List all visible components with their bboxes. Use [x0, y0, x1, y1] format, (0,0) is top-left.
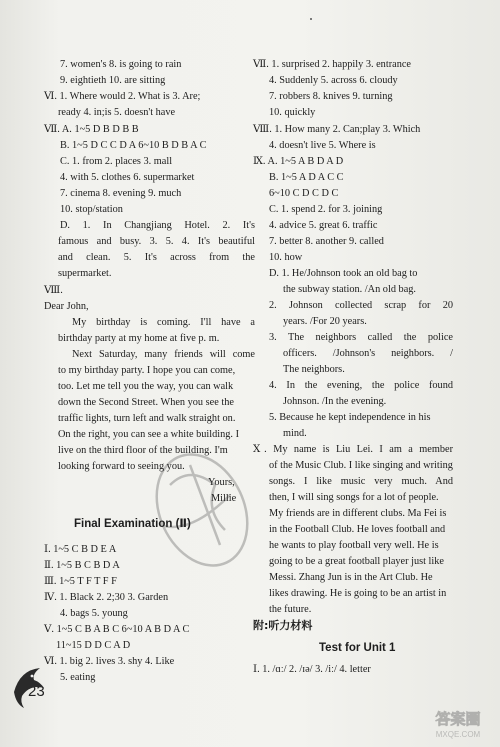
final-examination-title: Final Examination (Ⅱ)	[74, 518, 191, 530]
left_column.lines-line: looking forward to seeing you.	[58, 461, 185, 472]
left_column.lines-line: traffic lights, turn left and walk straight on.	[58, 413, 236, 424]
right_column.lines-line: 5. Because he kept independence in his	[269, 412, 431, 423]
test-for-unit-title: Test for Unit 1	[319, 642, 396, 654]
right_column.lines-line: of the Music Club. I like singing and writing	[269, 460, 453, 471]
right_column.lines-line: he wants to play football very well. He is	[269, 540, 439, 551]
right_column.lines-line: 10. how	[269, 252, 303, 263]
left_column.lines-line: and clean. 5. It's across from the	[58, 252, 255, 263]
left_column.lines-line: My birthday is coming. I'll have a	[72, 317, 255, 328]
left_column.lines-line: down the Second Street. When you see the	[58, 397, 234, 408]
right_column.lines-line: 3. The neighbors called the police	[269, 332, 453, 343]
right_column.lines-line: going to be a great football player just like	[269, 556, 444, 567]
phonetic-answer-line: Ⅰ. 1. /ɑː/ 2. /ɪə/ 3. /iː/ 4. letter	[253, 664, 371, 675]
right_column.lines-line: 7. better 8. another 9. called	[269, 236, 384, 247]
left_column.final_lines-line: Ⅵ. 1. big 2. lives 3. shy 4. Like	[44, 656, 175, 667]
watermark-url-text: MXQE.COM	[435, 730, 481, 739]
left_column.lines-line: Next Saturday, many friends will come	[72, 349, 255, 360]
right_column.lines-line: the subway station. /An old bag.	[283, 284, 416, 295]
left_column.lines-line: D. 1. In Changjiang Hotel. 2. It's	[60, 220, 255, 231]
left_column.final_lines-line: Ⅰ. 1~5 C B D E A	[44, 544, 117, 555]
print-speck	[310, 18, 312, 20]
right_column.lines-line: 4. In the evening, the police found	[269, 380, 453, 391]
right_column.lines-line: Johnson. /In the evening.	[283, 396, 387, 407]
right_column.lines-line: mind.	[283, 428, 307, 439]
right_column.lines-line: Messi. Zhang Jun is in the Art Club. He	[269, 572, 433, 583]
left_column.final_lines-line: 4. bags 5. young	[60, 608, 128, 619]
right_column.lines-line: D. 1. He/Johnson took an old bag to	[269, 268, 418, 279]
right_column.lines-line: 6~10 C D C D C	[269, 188, 339, 199]
left_column.lines-line: C. 1. from 2. places 3. mall	[60, 156, 173, 167]
left_column.lines-line: to my birthday party. I hope you can come,	[58, 365, 236, 376]
right_column.lines-line: Ⅹ. My name is Liu Lei. I am a member	[253, 444, 453, 455]
left_column.final_lines-line: 5. eating	[60, 672, 96, 683]
right_column.lines-line: songs. I like music very much. And	[269, 476, 453, 487]
left_column.lines-line: too. Let me tell you the way, you can walk	[58, 381, 234, 392]
right_column.lines-line: Ⅶ. 1. surprised 2. happily 3. entrance	[253, 59, 411, 70]
right_column.lines-line: 4. Suddenly 5. across 6. cloudy	[269, 75, 398, 86]
left_column.final_lines-line: Ⅱ. 1~5 B C B D A	[44, 560, 120, 571]
left_column.lines-line: 10. stop/station	[60, 204, 123, 215]
left_column.lines-line: birthday party at my home at five p. m.	[58, 333, 220, 344]
left_column.lines-line: Ⅵ. 1. Where would 2. What is 3. Are;	[44, 91, 201, 102]
right_column.lines-line: My friends are in different clubs. Ma Fei is	[269, 508, 447, 519]
right_column.lines-line: then, I will sing songs for a lot of people.	[269, 492, 439, 503]
left_column.lines-line: 9. eightieth 10. are sitting	[60, 75, 166, 86]
left_column.final_lines-line: Ⅴ. 1~5 C B A B C 6~10 A B D A C	[44, 624, 190, 635]
left_column.lines-line: live on the third floor of the building. I'm	[58, 445, 228, 456]
left_column.lines-line: 4. with 5. clothes 6. supermarket	[60, 172, 195, 183]
left_column.lines-line: ready 4. in;is 5. doesn't have	[58, 107, 176, 118]
watermark-logo-text: 答案圈	[435, 711, 481, 728]
right_column.lines-line: 2. Johnson collected scrap for 20	[269, 300, 453, 311]
right_column.lines-line: the future.	[269, 604, 312, 615]
right_column.lines-line: in the Football Club. He loves football and	[269, 524, 446, 535]
left_column.lines-line: Ⅷ.	[44, 285, 63, 296]
right_column.lines-line: officers. /Johnson's neighbors. /	[283, 348, 453, 359]
right_column.lines-line: years. /For 20 years.	[283, 316, 367, 327]
left_column.final_lines-line: Ⅲ. 1~5 T F T F F	[44, 576, 117, 587]
left_column.final_lines-line: 11~15 D D C A D	[56, 640, 131, 651]
right_column.lines-line: likes drawing. He is going to be an artist in	[269, 588, 447, 599]
left_column.lines-line: 7. women's 8. is going to rain	[60, 59, 182, 70]
left_column.lines-line: supermarket.	[58, 268, 112, 279]
left_column.lines-line: Dear John,	[44, 301, 89, 312]
left_column.lines-line: Ⅶ. A. 1~5 D B D B B	[44, 124, 139, 135]
right_column.lines-line: B. 1~5 A D A C C	[269, 172, 344, 183]
right_column.lines-line: 4. advice 5. great 6. traffic	[269, 220, 378, 231]
page-number: 23	[28, 683, 45, 700]
right_column.lines-line: 7. robbers 8. knives 9. turning	[269, 91, 393, 102]
left_column.lines-line: Yours,	[208, 477, 235, 488]
right_column.lines-line: 4. doesn't live 5. Where is	[269, 140, 376, 151]
left_column.lines-line: On the right, you can see a white building. I	[58, 429, 240, 440]
site-watermark-logo	[418, 706, 498, 742]
left_column.lines-line: 7. cinema 8. evening 9. much	[60, 188, 182, 199]
left_column.lines-line: Millie	[211, 493, 237, 504]
right_column.lines-line: 10. quickly	[269, 107, 316, 118]
right_column.lines-line: C. 1. spend 2. for 3. joining	[269, 204, 383, 215]
left_column.final_lines-line: Ⅳ. 1. Black 2. 2;30 3. Garden	[44, 592, 169, 603]
right_column.lines-line: Ⅸ. A. 1~5 A B D A D	[253, 156, 344, 167]
left_column.lines-line: famous and busy. 3. 5. 4. It's beautiful	[58, 236, 255, 247]
right_column.lines-line: Ⅷ. 1. How many 2. Can;play 3. Which	[253, 124, 421, 135]
appendix-title: 附:听力材料	[253, 619, 313, 632]
right_column.lines-line: The neighbors.	[283, 364, 345, 375]
dolphin-logo-icon	[6, 662, 48, 710]
left_column.lines-line: B. 1~5 D C C D A 6~10 B D B A C	[60, 140, 207, 151]
